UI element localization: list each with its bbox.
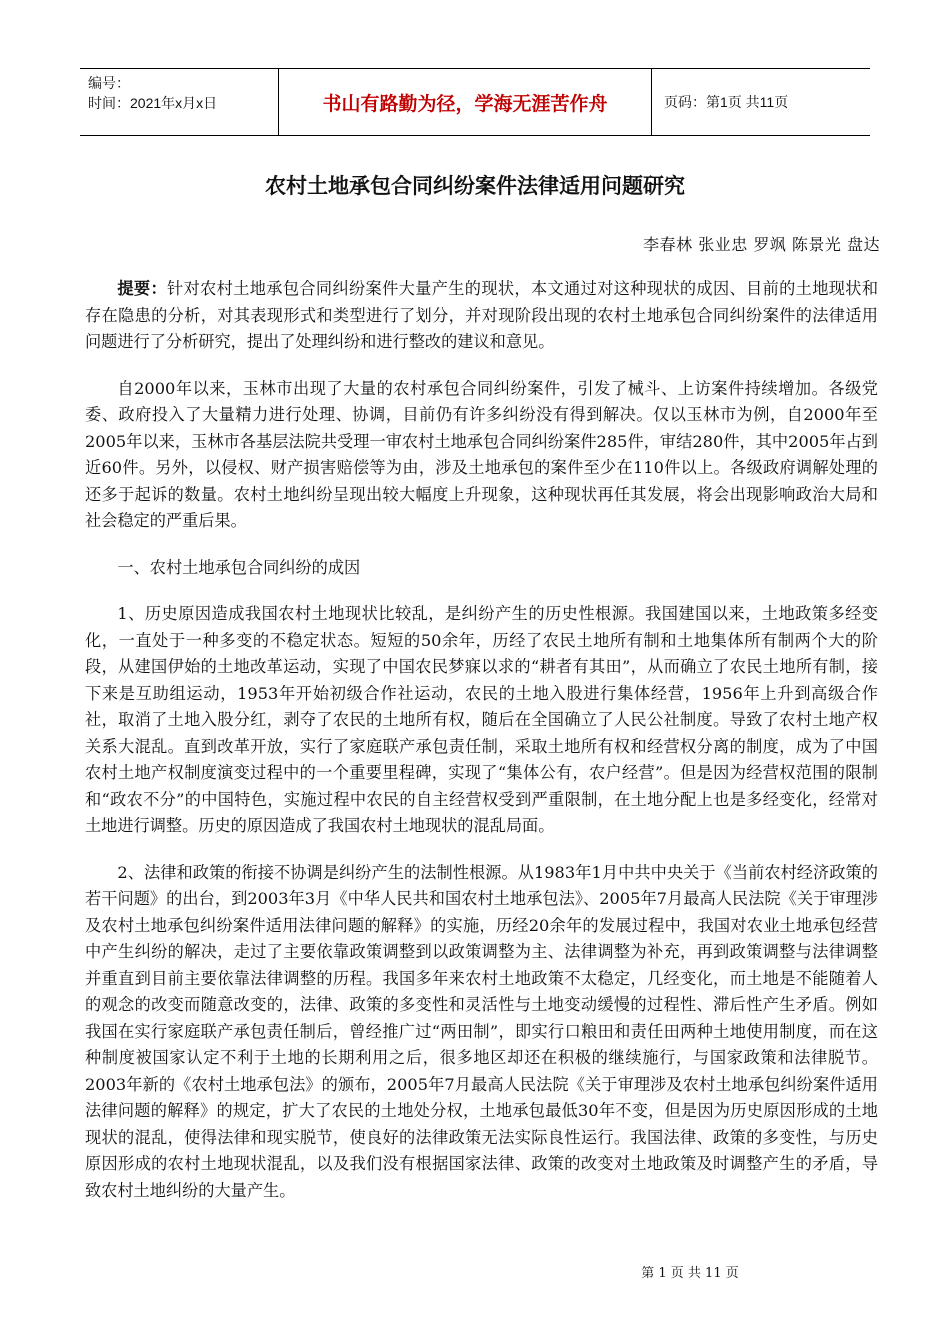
header-meta-cell: [80, 69, 279, 135]
document-body: [85, 276, 878, 1224]
authors-line: 李春林 张业忠 罗飒 陈景光 盘达: [643, 235, 880, 254]
abstract-text: 针对农村土地承包合同纠纷案件大量产生的现状，本文通过对这种现状的成因、目前的土地现状和存在隐患的分析，对其表现形式和类型进行了划分，并对现阶段出现的农村土地承包合同纠纷案件的法律适用问题进行了分析研究，提出了处理纠纷和进行整改的建议和意见。: [85, 279, 879, 351]
header-motto: 书山有路勤为径，学海无涯苦作舟: [279, 69, 652, 135]
page-footer: 第 1 页 共 11 页: [641, 1266, 739, 1281]
doc-number: 编号：: [88, 75, 130, 91]
document-title: 农村土地承包合同纠纷案件法律适用问题研究: [265, 174, 685, 198]
abstract-label: 提要：: [117, 279, 168, 298]
document-header: [80, 68, 870, 136]
header-page-info: 页码：第1页 共11页: [664, 94, 789, 110]
section-heading: 一、农村土地承包合同纠纷的成因: [117, 557, 361, 577]
body-paragraph-1: 1、历史原因造成我国农村土地现状比较乱，是纠纷产生的历史性根源。我国建国以来，土地政策多经变化，一直处于一种多变的不稳定状态。短短的50余年，历经了农民土地所有制和土地集体所有制两个大的阶段，从建国伊始的土地改革运动，实现了中国农民梦寐以求的“耕者有其田”，从而确立了农民土地所有制，接下来是互助组运动，1953年开始初级合作社运动，农民的土地入股进行集体经营，1956年上升到高级合作社，取消了土地入股分红，剥夺了农民的土地所有权，随后在全国确立了人民公社制度。导致了农村土地产权关系大混乱。直到改革开放，实行了家庭联产承包责任制，采取土地所有权和经营权分离的制度，成为了中国农村土地产权制度演变过程中的一个重要里程碑，实现了“集体公有，农户经营”。但是因为经营权范围的限制和“政农不分”的中国特色，实施过程中农民的自主经营权受到严重限制，在土地分配上也是多经变化，经常对土地进行调整。历史的原因造成了我国农村土地现状的混乱局面。: [85, 604, 878, 835]
body-paragraph-2: 2、法律和政策的衔接不协调是纠纷产生的法制性根源。从1983年1月中共中央关于《当前农村经济政策的若干问题》的出台，到2003年3月《中华人民共和国农村土地承包法》、2005年7月最高人民法院《关于审理涉及农村土地承包纠纷案件适用法律问题的解释》的实施，历经20余年的发展过程中，我国对农业土地承包经营中产生纠纷的解决，走过了主要依靠政策调整到以政策调整为主、法律调整为补充，再到政策调整与法律调整并重直到目前主要依靠法律调整的历程。我国多年来农村土地政策不太稳定，几经变化，而土地是不能随着人的观念的改变而随意改变的，法律、政策的多变性和灵活性与土地变动缓慢的过程性、滞后性产生矛盾。例如我国在实行家庭联产承包责任制后，曾经推广过“两田制”，即实行口粮田和责任田两种土地使用制度，而在这种制度被国家认定不利于土地的长期利用之后，很多地区却还在积极的继续施行，与国家政策和法律脱节。2003年新的《农村土地承包法》的颁布，2005年7月最高人民法院《关于审理涉及农村土地承包纠纷案件适用法律问题的解释》的规定，扩大了农民的土地处分权，土地承包最低30年不变，但是因为历史原因形成的土地现状的混乱，使得法律和现实脱节，使良好的法律政策无法实际良性运行。我国法律、政策的多变性，与历史原因形成的农村土地现状混乱，以及我们没有根据国家法律、政策的改变对土地政策及时调整产生的矛盾，导致农村土地纠纷的大量产生。: [85, 862, 878, 1200]
body-paragraph-intro: 自2000年以来，玉林市出现了大量的农村承包合同纠纷案件，引发了械斗、上访案件持续增加。各级党委、政府投入了大量精力进行处理、协调，目前仍有许多纠纷没有得到解决。仅以玉林市为例，自2000年至2005年以来，玉林市各基层法院共受理一审农村土地承包合同纠纷案件285件，审结280件，其中2005年占到近60件。另外，以侵权、财产损害赔偿等为由，涉及土地承包的案件至少在110件以上。各级政府调解处理的还多于起诉的数量。农村土地纠纷呈现出较大幅度上升现象，这种现状再任其发展，将会出现影响政治大局和社会稳定的严重后果。: [85, 378, 878, 530]
abstract-paragraph: [85, 276, 878, 356]
doc-date: 时间：2021年x月x日: [88, 95, 218, 111]
